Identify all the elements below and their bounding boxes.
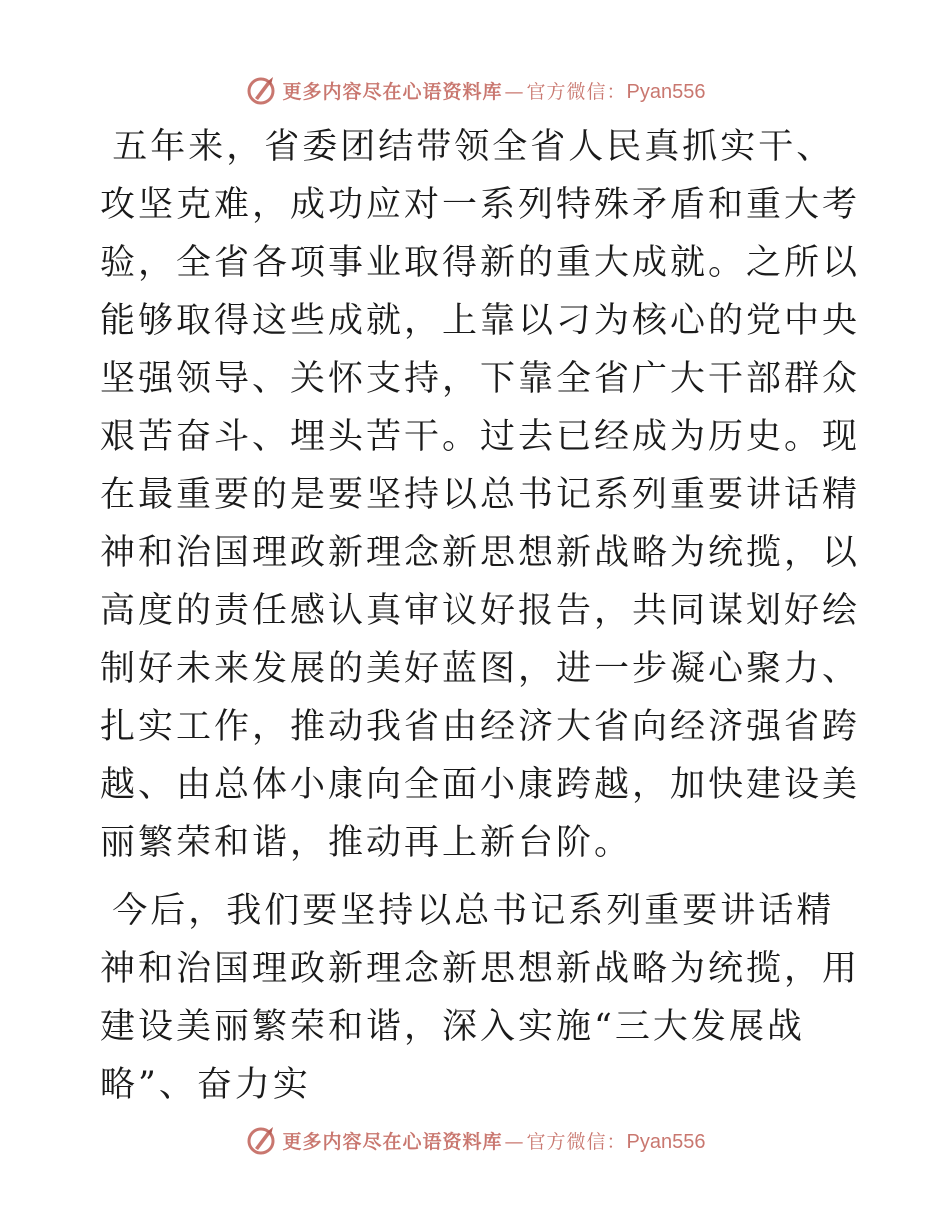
header-banner — [0, 70, 950, 110]
banner-wechat-id: Pyan556 — [626, 80, 706, 103]
quill-logo-icon — [245, 74, 277, 106]
banner-wechat-label: 官方微信： — [526, 1130, 627, 1153]
banner-dash: — — [504, 1130, 525, 1153]
footer-banner — [0, 1120, 950, 1160]
paragraph-2: 今后，我们要坚持以总书记系列重要讲话精神和治国理政新理念新思想新战略为统揽，用建设美丽繁荣和谐，深入实施“三大发展战略”、奋力实 — [100, 891, 861, 1105]
banner-source-text: 更多内容尽在心语资料库 — [282, 1130, 503, 1153]
banner-text — [283, 77, 706, 104]
banner-dash: — — [504, 80, 525, 103]
banner-wechat-id: Pyan556 — [626, 1130, 706, 1153]
quill-logo-icon — [245, 1124, 277, 1156]
banner-wechat-label: 官方微信： — [526, 80, 627, 103]
paragraph-1: 五年来，省委团结带领全省人民真抓实干、攻坚克难，成功应对一系列特殊矛盾和重大考验，全省各项事业取得新的重大成就。之所以能够取得这些成就，上靠以刁为核心的党中央坚强领导、关怀支持，下靠全省广大干部群众艰苦奋斗、埋头苦干。过去已经成为历史。现在最重要的是要坚持以总书记系列重要讲话精神和治国理政新理念新思想新战略为统揽，以高度的责任感认真审议好报告，共同谋划好绘制好未来发展的美好蓝图，进一步凝心聚力、扎实工作，推动我省由经济大省向经济强省跨越、由总体小康向全面小康跨越，加快建设美丽繁荣和谐，推动再上新台阶。 — [100, 127, 861, 863]
document-body — [100, 118, 860, 1114]
banner-text — [283, 1127, 706, 1154]
banner-source-text: 更多内容尽在心语资料库 — [282, 80, 503, 103]
